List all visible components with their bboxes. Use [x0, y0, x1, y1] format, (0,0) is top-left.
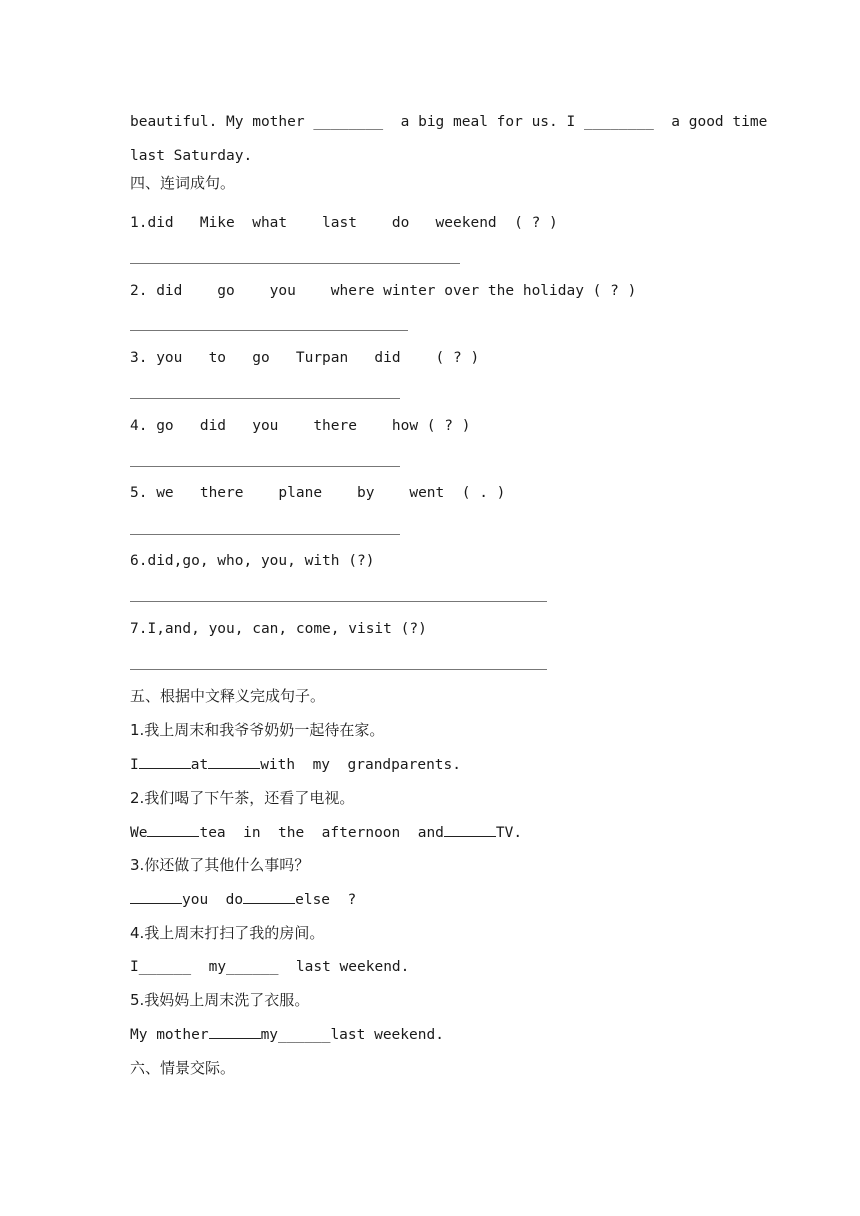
s5-q1-chinese: 1.我上周末和我爷爷奶奶一起待在家。: [130, 721, 385, 739]
sentence-text: last weekend.: [278, 959, 410, 975]
sentence-text: I: [130, 757, 139, 773]
section-4-heading: 四、连词成句。: [130, 174, 236, 192]
passage-line-1: [130, 112, 767, 132]
sentence-text: else ?: [295, 892, 357, 908]
s5-q2-chinese: 2.我们喝了下午茶，还看了电视。: [130, 789, 355, 807]
s4-item-1: 1.did Mike what last do weekend ( ? ): [130, 215, 558, 231]
s4-item-6: 6.did,go, who, you, with (?): [130, 553, 375, 569]
answer-line-5: [130, 534, 400, 535]
fill-blank[interactable]: ______: [278, 1027, 331, 1043]
fill-blank[interactable]: [139, 754, 191, 769]
answer-line-1: [130, 263, 460, 264]
answer-line-6: [130, 601, 547, 602]
s4-item-7: 7.I,and, you, can, come, visit (?): [130, 621, 427, 637]
passage-blank-1: ________: [313, 114, 384, 130]
fill-blank[interactable]: [209, 1024, 261, 1039]
s5-q5-english: [130, 1024, 444, 1045]
s4-item-4: 4. go did you there how ( ? ): [130, 418, 471, 434]
s5-q2-english: [130, 822, 522, 843]
passage-text: a big meal for us. I: [383, 114, 584, 130]
sentence-text: you do: [182, 892, 244, 908]
fill-blank[interactable]: [147, 822, 199, 837]
fill-blank[interactable]: ______: [226, 959, 279, 975]
s5-q1-english: [130, 754, 461, 775]
s5-q3-english: [130, 889, 356, 910]
sentence-text: I: [130, 959, 139, 975]
sentence-text: with my grandparents.: [260, 757, 461, 773]
section-6-heading: 六、情景交际。: [130, 1059, 236, 1077]
sentence-text: tea in the afternoon and: [199, 825, 444, 841]
passage-blank-2: ________: [583, 114, 654, 130]
s5-q4-chinese: 4.我上周末打扫了我的房间。: [130, 924, 325, 942]
fill-blank[interactable]: [243, 889, 295, 904]
sentence-text: My mother: [130, 1027, 209, 1043]
s5-q3-chinese: 3.你还做了其他什么事吗？: [130, 856, 310, 874]
answer-line-2: [130, 330, 408, 331]
sentence-text: at: [190, 757, 209, 773]
fill-blank[interactable]: ______: [138, 959, 192, 975]
fill-blank[interactable]: [444, 822, 496, 837]
sentence-text: my: [191, 959, 227, 975]
s4-item-3: 3. you to go Turpan did ( ? ): [130, 350, 480, 366]
fill-blank[interactable]: [130, 889, 182, 904]
sentence-text: TV.: [495, 825, 523, 841]
fill-blank[interactable]: [208, 754, 260, 769]
s4-item-2: 2. did go you where winter over the holiday ( ? ): [130, 283, 637, 299]
answer-line-7: [130, 669, 547, 670]
answer-line-3: [130, 398, 400, 399]
sentence-text: We: [130, 825, 148, 841]
s4-item-5: 5. we there plane by went ( . ): [130, 485, 506, 501]
passage-text: beautiful. My mother: [130, 114, 314, 130]
passage-line-2: last Saturday.: [130, 148, 253, 164]
s5-q4-english: [130, 957, 409, 977]
sentence-text: my: [260, 1027, 279, 1043]
passage-text: a good time: [653, 114, 768, 130]
section-5-heading: 五、根据中文释义完成句子。: [130, 687, 326, 705]
sentence-text: last weekend.: [330, 1027, 444, 1043]
answer-line-4: [130, 466, 400, 467]
s5-q5-chinese: 5.我妈妈上周末洗了衣服。: [130, 991, 310, 1009]
